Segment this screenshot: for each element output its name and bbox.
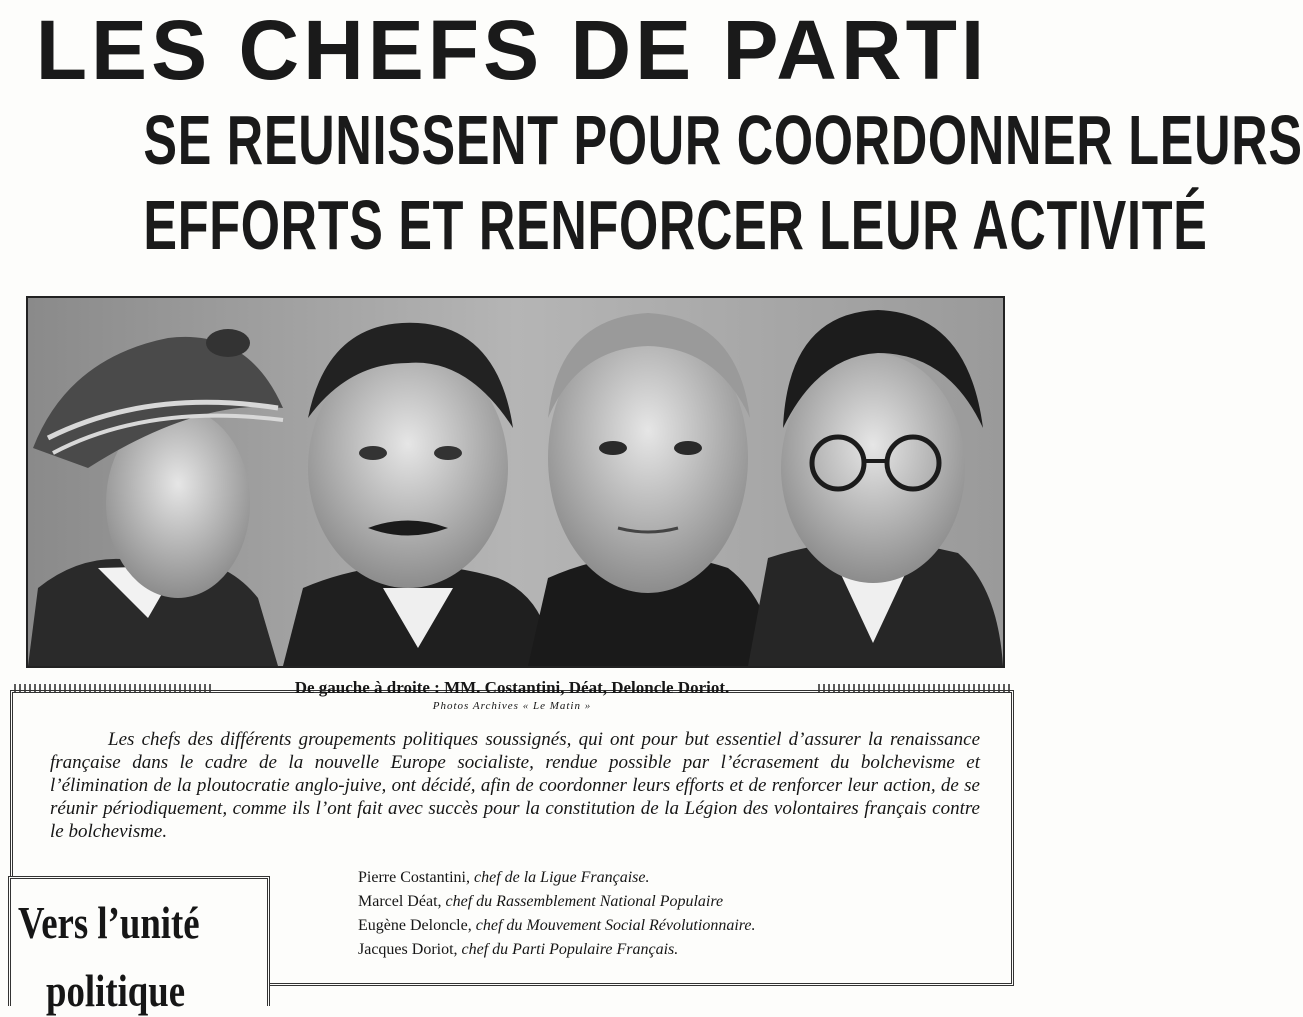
photo-caption: De gauche à droite : MM. Costantini, Déat, Deloncle Doriot.	[294, 678, 730, 697]
signature-title: chef du Parti Populaire Français.	[461, 941, 679, 958]
signature-name: Marcel Déat,	[358, 893, 442, 910]
signature-title: chef de la Ligue Française.	[473, 869, 650, 886]
signature-title: chef du Mouvement Social Révolutionnaire.	[475, 917, 756, 934]
portrait-photo	[26, 296, 1005, 668]
signature-line	[358, 938, 978, 962]
headline-line-3: EFFORTS ET RENFORCER LEUR ACTIVITÉ	[143, 186, 1208, 264]
signature-name: Jacques Doriot,	[358, 941, 458, 958]
signature-line	[358, 866, 978, 890]
signature-name: Eugène Deloncle,	[358, 917, 472, 934]
inset-title-continued: politique	[46, 965, 186, 1016]
signature-line	[358, 914, 978, 938]
signature-title: chef du Rassemblement National Populaire	[445, 893, 724, 910]
headline-line-1: LES CHEFS DE PARTI	[35, 3, 989, 97]
headline-line-2: SE REUNISSENT POUR COORDONNER LEURS	[143, 101, 1303, 179]
signature-list	[358, 866, 978, 962]
inset-title: Vers l’unité	[18, 897, 200, 948]
photo-credit: Photos Archives « Le Matin »	[432, 700, 592, 712]
article-body: Les chefs des différents groupements politiques soussignés, qui ont pour but essentiel d’assurer la renaissance française dans le cadre de la nouvelle Europe socialiste, rendue possible par l’écrasement du bolchevisme et l’élimination de la ploutocratie anglo-juive, ont décidé, afin de coordonner leurs efforts et de renforcer leur action, de se réunir périodiquement, comme ils l’ont fait avec succès pour la constitution de la Légion des volontaires français contre le bolchevisme.	[50, 729, 980, 842]
signature-name: Pierre Costantini,	[358, 869, 470, 886]
signature-line	[358, 890, 978, 914]
